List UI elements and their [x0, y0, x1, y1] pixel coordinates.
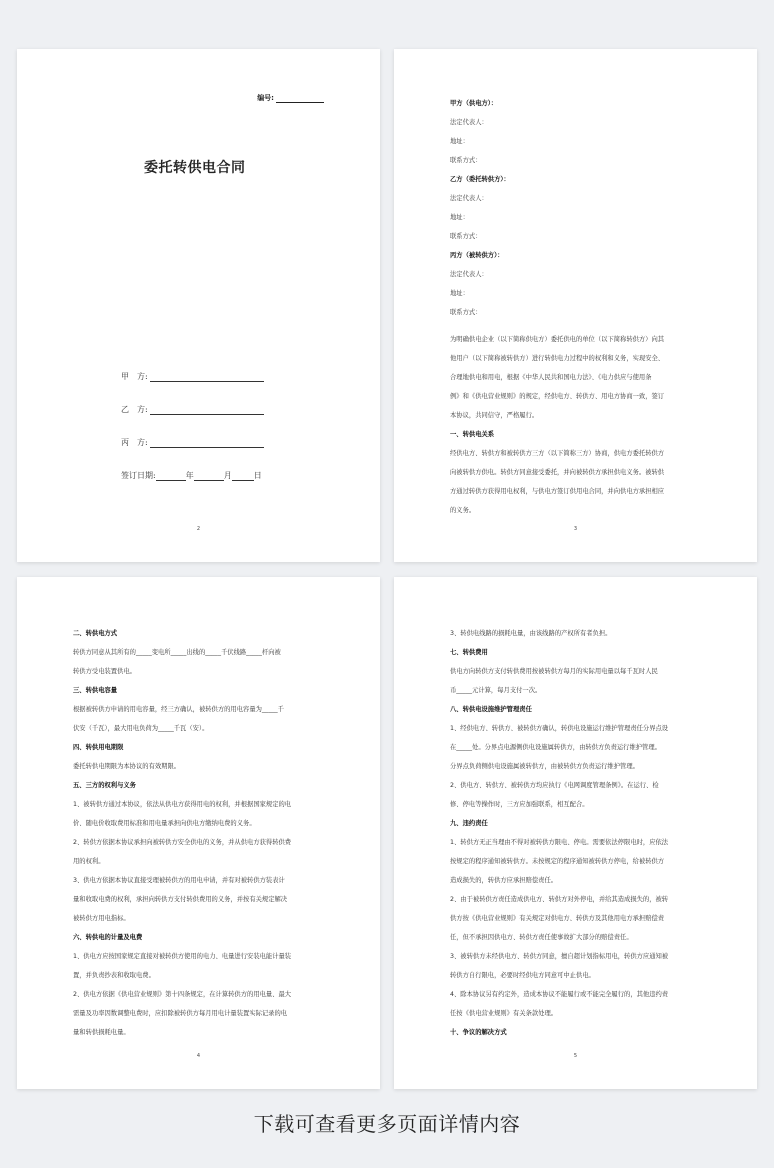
document-page-5 [394, 577, 757, 1089]
page-number: 4 [196, 1053, 201, 1059]
document-page-2 [17, 49, 380, 562]
section-heading: 二、转供电方式 [73, 630, 118, 637]
text-line: 价、随电价收取费用标准和用电量承担向供电方缴纳电费的义务。 [73, 820, 256, 827]
text-line: 本协议，共同信守，严格履行。 [450, 412, 539, 419]
section-heading: 八、转供电设施维护管理责任 [450, 706, 532, 713]
party-a-blank [150, 373, 264, 382]
text-line: 2、供电方依据《供电营业规则》第十四条规定，在计算转供方的用电量、最大 [73, 991, 292, 998]
text-line: 1、供电方应按国家规定直接对被转供方使用的电力、电量进行安装电能计量装 [73, 953, 292, 960]
page-number: 2 [196, 526, 201, 532]
text-line: 经供电方、转供方和被转供方三方（以下简称三方）协商，供电方委托转供方 [450, 450, 665, 457]
date-year-label: 年 [185, 471, 194, 480]
text-line: 为明确供电企业（以下简称供电方）委托供电的单位（以下简称转供方）向其 [450, 336, 665, 343]
text-line: 3、供电方依据本协议直接受理被转供方的用电申请，并有对被转供方装表计 [73, 877, 285, 884]
text-line: 联系方式： [450, 233, 482, 240]
section-heading: 六、转供电的计量及电费 [73, 934, 143, 941]
text-line: 的义务。 [450, 507, 476, 514]
text-line: 例》和《供电营业规则》的规定，经供电方、转供方、用电方协商一致，签订 [450, 393, 665, 400]
date-month-label: 月 [223, 471, 232, 480]
text-line: 量和转供损耗电量。 [73, 1029, 130, 1036]
text-line: 他用户（以下简称被转供方）进行转供电力过程中的权利和义务，实现安全、 [450, 355, 665, 362]
contract-number-label: 编号: [257, 94, 274, 102]
section-heading: 三、转供电容量 [73, 687, 118, 694]
section-heading: 九、违约责任 [450, 820, 488, 827]
text-line: 在_____处。分界点电源侧供电设施属转供方，由转供方负责运行维护管理。 [450, 744, 661, 751]
text-line: 任，但不承担因供电方、转供方责任使事故扩大部分的赔偿责任。 [450, 934, 633, 941]
section-heading: 十、争议的解决方式 [450, 1029, 507, 1036]
section-heading: 乙方（委托转供方）： [450, 176, 510, 183]
text-line: 地址： [450, 138, 469, 145]
text-line: 合理地供电和用电，根据《中华人民共和国电力法》、《电力供应与使用条 [450, 374, 652, 381]
text-line: 地址： [450, 290, 469, 297]
date-year-blank [156, 472, 186, 481]
contract-number-field [257, 93, 324, 103]
page-body [450, 94, 705, 520]
text-line: 法定代表人： [450, 195, 488, 202]
party-c-blank [150, 439, 264, 448]
text-line: 3、被转供方未经供电方、转供方同意，擅自超计划指标用电，转供方应通知被 [450, 953, 669, 960]
page-number: 3 [573, 526, 578, 532]
text-line: 1、转供方无正当理由不得对被转供方限电、停电。需要依法停限电时，应依法 [450, 839, 669, 846]
document-page-4 [17, 577, 380, 1089]
page-body [73, 624, 328, 1042]
date-day-blank [232, 472, 254, 481]
party-c-line [121, 437, 264, 448]
text-line: 量和收取电费的权利，承担向转供方支付转供费用的义务，并按有关规定解决 [73, 896, 288, 903]
section-heading: 丙方（被转供方）： [450, 252, 504, 259]
text-line: 用的权利。 [73, 858, 105, 865]
text-line: 根据被转供方申请的用电容量，经三方确认，被转供方的用电容量为_____千 [73, 706, 284, 713]
party-b-line [121, 404, 264, 415]
text-line: 需量及功率因数调整电费时，应扣除被转供方每月用电计量装置实际记录的电 [73, 1010, 288, 1017]
text-line: 法定代表人： [450, 119, 488, 126]
signing-date-line [121, 470, 262, 481]
page-body [450, 624, 705, 1042]
text-line: 修、停电等操作时，三方应加强联系，相互配合。 [450, 801, 589, 808]
text-line: 任按《供电营业规则》有关条款处理。 [450, 1010, 558, 1017]
party-c-label: 丙 方: [121, 438, 148, 447]
section-heading: 甲方（供电方）： [450, 100, 498, 107]
section-heading: 七、转供费用 [450, 649, 488, 656]
text-line: 分界点负荷侧供电设施属被转供方，由被转供方负责运行维护管理。 [450, 763, 639, 770]
text-line: 2、供电方、转供方、被转供方均应执行《电网调度管理条例》。在运行、检 [450, 782, 659, 789]
text-line: 转供方同意从其所有的_____变电所_____出线的_____千伏线路_____杆向被 [73, 649, 281, 656]
text-line: 法定代表人： [450, 271, 488, 278]
text-line: 被转供方用电指标。 [73, 915, 130, 922]
text-line: 向被转供方供电。转供方同意接受委托，并向被转供方承担供电义务。被转供 [450, 469, 665, 476]
section-heading: 五、三方的权利与义务 [73, 782, 136, 789]
text-line: 3、转供电线路的损耗电量，由该线路的产权所有者负担。 [450, 630, 612, 637]
paragraph-gap [450, 322, 705, 330]
text-line: 联系方式： [450, 309, 482, 316]
text-line: 转供方受电装置供电。 [73, 668, 136, 675]
text-line: 2、转供方依据本协议承担向被转供方安全供电的义务，并从供电方获得转供费 [73, 839, 292, 846]
text-line: 置，并负责抄表和收取电费。 [73, 972, 155, 979]
document-title: 委托转供电合同 [144, 160, 246, 176]
text-line: 方通过转供方获得用电权利，与供电方签订供用电合同，并向供电方承担相应 [450, 488, 665, 495]
text-line: 币_____元计算，每月支付一次。 [450, 687, 542, 694]
text-line: 转供方自行限电，必要时经供电方同意可中止供电。 [450, 972, 595, 979]
text-line: 2、由于被转供方责任造成供电方、转供方对外停电，并给其造成损失的，被转 [450, 896, 669, 903]
text-line: 地址： [450, 214, 469, 221]
section-heading: 一、转供电关系 [450, 431, 495, 438]
text-line: 4、除本协议另有约定外，造成本协议不能履行或不能完全履行的，其他违约责 [450, 991, 669, 998]
contract-number-blank [276, 95, 324, 103]
page-number: 5 [573, 1053, 578, 1059]
download-more-prompt[interactable]: 下载可查看更多页面详情内容 [253, 1112, 521, 1136]
signing-date-label: 签订日期: [121, 471, 156, 480]
party-a-line [121, 371, 264, 382]
text-line: 供电方向转供方支付转供费用按被转供方每月的实际用电量以每千瓦时人民 [450, 668, 658, 675]
text-line: 联系方式： [450, 157, 482, 164]
document-page-3 [394, 49, 757, 562]
text-line: 造成损失的，转供方应承担赔偿责任。 [450, 877, 558, 884]
party-b-blank [150, 406, 264, 415]
text-line: 1、经供电方、转供方、被转供方确认，转供电设施运行维护管理责任分界点设 [450, 725, 669, 732]
party-b-label: 乙 方: [121, 405, 148, 414]
party-a-label: 甲 方: [121, 372, 148, 381]
text-line: 1、被转供方通过本协议，依法从供电方获得用电的权利，并根据国家规定的电 [73, 801, 292, 808]
text-line: 供方按《供电营业规则》有关规定对供电方、转供方及其他用电方承担赔偿责 [450, 915, 665, 922]
section-heading: 四、转供用电期限 [73, 744, 124, 751]
text-line: 委托转供电期限为本协议的有效期限。 [73, 763, 181, 770]
date-day-label: 日 [253, 471, 262, 480]
date-month-blank [194, 472, 224, 481]
text-line: 伏安（千瓦），最大用电负荷为_____千瓦（安）。 [73, 725, 209, 732]
text-line: 按规定的程序通知被转供方。未按规定的程序通知被转供方停电，给被转供方 [450, 858, 665, 865]
